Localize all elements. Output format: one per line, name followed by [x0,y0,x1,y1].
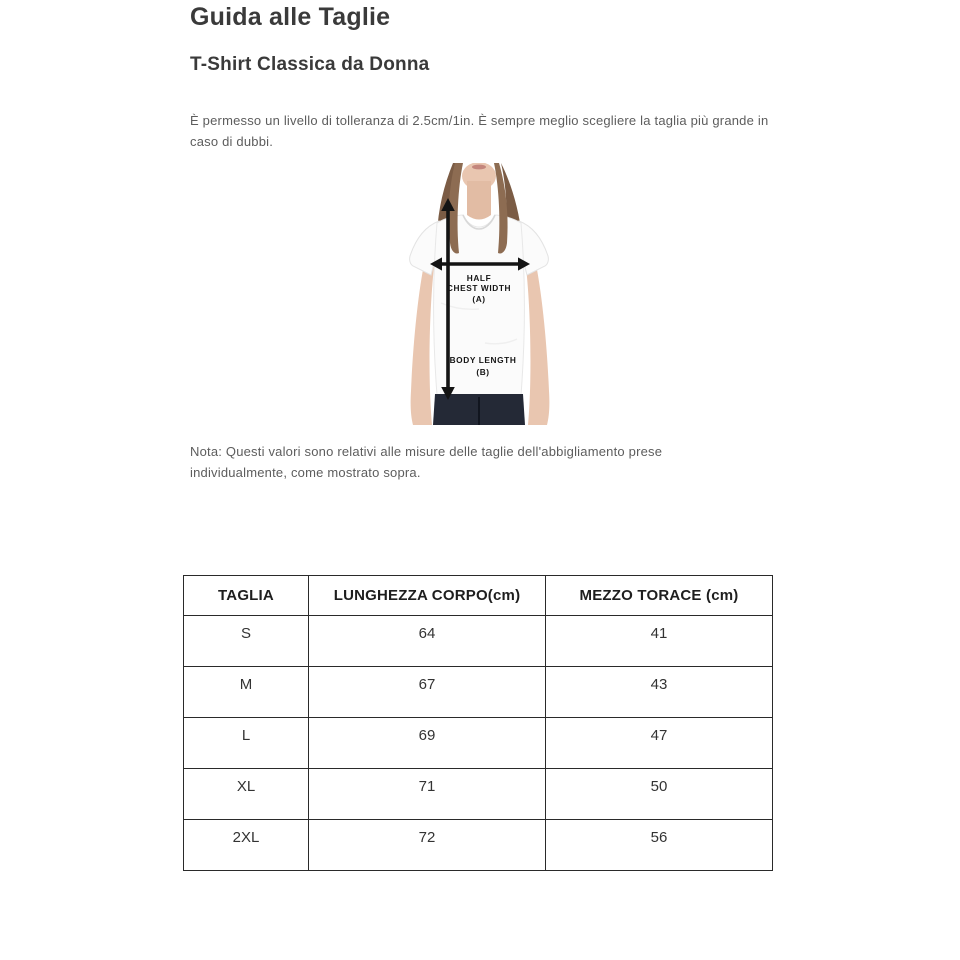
label-half: HALF [466,273,492,283]
cell-lunghezza: 71 [309,769,546,820]
measurement-note: Nota: Questi valori sono relativi alle misure delle taglie dell'abbigliamento prese individualmente, come mostrato sopra. [190,444,663,480]
column-header-taglia: TAGLIA [184,576,309,616]
label-chest-width: CHEST WIDTH [446,283,512,293]
cell-lunghezza: 67 [309,667,546,718]
cell-torace: 47 [546,718,773,769]
label-a: (A) [472,294,486,304]
column-header-torace: MEZZO TORACE (cm) [546,576,773,616]
table-row [184,616,773,667]
cell-taglia: S [184,616,309,667]
cell-taglia: L [184,718,309,769]
product-subtitle: T-Shirt Classica da Donna [190,54,430,75]
cell-lunghezza: 69 [309,718,546,769]
measurement-diagram [375,163,585,425]
cell-torace: 50 [546,769,773,820]
neck [467,181,491,220]
table-header-row [184,576,773,616]
size-table [183,575,773,871]
left-arm [411,259,434,425]
cell-torace: 56 [546,820,773,871]
page-title: Guida alle Taglie [190,3,391,31]
table-row [184,667,773,718]
cell-lunghezza: 72 [309,820,546,871]
cell-taglia: 2XL [184,820,309,871]
table-row [184,769,773,820]
cell-lunghezza: 64 [309,616,546,667]
tolerance-note: È permesso un livello di tolleranza di 2.5cm/1in. È sempre meglio scegliere la taglia più grande in caso di dubbi. [190,113,769,149]
right-arm [526,259,549,425]
table-row [184,718,773,769]
label-body-length: BODY LENGTH [449,355,517,365]
column-header-lunghezza: LUNGHEZZA CORPO(cm) [309,576,546,616]
cell-torace: 43 [546,667,773,718]
cell-taglia: M [184,667,309,718]
mouth [472,165,486,170]
cell-torace: 41 [546,616,773,667]
cell-taglia: XL [184,769,309,820]
table-row [184,820,773,871]
tshirt-model-illustration [375,163,585,425]
label-b: (B) [476,367,490,377]
